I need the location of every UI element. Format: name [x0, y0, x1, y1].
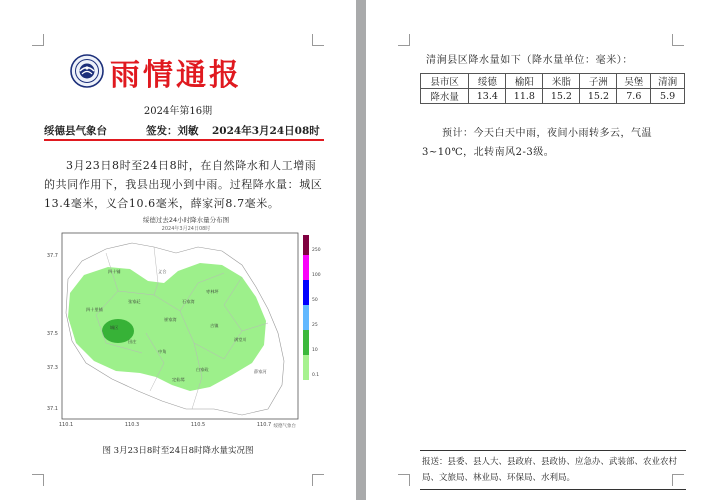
table-header-cell: 米脂 — [543, 74, 580, 89]
lon-tick: 110.5 — [190, 422, 206, 428]
table-cell: 5.9 — [651, 89, 685, 104]
table-cell: 15.2 — [580, 89, 617, 104]
forecast-text: 预计：今天白天中雨，夜间小雨转多云，气温3~10℃，北转南风2-3级。 — [422, 128, 652, 158]
table-cell: 11.8 — [506, 89, 543, 104]
rainfall-table-intro: 清涧县区降水量如下（降水量单位：毫米）： — [426, 55, 633, 66]
footer-rule — [420, 489, 686, 490]
table-row — [421, 89, 685, 104]
table-header-cell: 清涧 — [651, 74, 685, 89]
crop-mark — [312, 34, 324, 46]
issue-datetime: 2024年3月24日08时 — [212, 125, 320, 137]
place-label: 崔家湾 — [164, 317, 177, 322]
bulletin-title: 雨情通报 — [110, 58, 242, 93]
table-header-cell: 榆阳 — [506, 74, 543, 89]
crop-mark — [672, 34, 684, 46]
place-label: 四十里铺 — [86, 307, 103, 312]
legend-value: 0.1 — [312, 373, 320, 378]
map-caption: 图 3月23日8时至24日8时降水量实况图 — [102, 446, 254, 456]
place-label: 石家湾 — [182, 299, 195, 304]
table-header-cell: 吴堡 — [617, 74, 651, 89]
crop-mark — [398, 34, 410, 46]
issuer: 绥德县气象台 — [44, 125, 107, 137]
table-header-cell: 县市区 — [421, 74, 469, 89]
table-cell: 13.4 — [469, 89, 506, 104]
table-row-label: 降水量 — [421, 89, 469, 104]
place-label: 四十铺 — [108, 269, 121, 274]
map-title: 绥德过去24小时降水量分布图 — [142, 216, 230, 224]
place-label: 张家砭 — [128, 299, 141, 304]
lat-tick: 37.3 — [46, 365, 58, 371]
legend-value: 10 — [312, 348, 318, 353]
legend-swatch — [303, 330, 309, 355]
table-header-cell: 绥德 — [469, 74, 506, 89]
lon-tick: 110.7 — [256, 422, 272, 428]
lon-tick: 110.1 — [58, 422, 74, 428]
place-label: 城区 — [110, 325, 119, 330]
legend-value: 100 — [312, 273, 321, 278]
legend-swatch — [303, 355, 309, 380]
map-legend — [303, 235, 321, 380]
crop-mark — [398, 474, 410, 486]
place-label: 中角 — [158, 349, 167, 354]
table-header-row — [421, 74, 685, 89]
lon-tick: 110.3 — [124, 422, 140, 428]
map-subtitle: 2024年3月24日08时 — [161, 226, 211, 232]
lat-tick: 37.5 — [46, 331, 58, 337]
place-label: 吉镇 — [210, 323, 219, 328]
rainfall-table — [420, 73, 685, 104]
red-divider — [44, 139, 324, 141]
document-page-left — [0, 0, 356, 500]
table-cell: 15.2 — [543, 89, 580, 104]
meteorological-emblem-icon — [70, 54, 104, 88]
legend-value: 50 — [312, 298, 318, 303]
signer: 签发：刘敏 — [146, 125, 199, 137]
legend-swatch — [303, 280, 309, 305]
table-cell: 7.6 — [617, 89, 651, 104]
table-header-cell: 子洲 — [580, 74, 617, 89]
crop-mark — [32, 474, 44, 486]
place-label: 薛家河 — [254, 369, 267, 374]
distribution-list: 报送：县委、县人大、县政府、县政协、应急办、武装部、农业农村局、文旅局、林业局、环保局、水利局。 — [422, 457, 678, 483]
lat-tick: 37.7 — [46, 253, 58, 259]
crop-mark — [32, 34, 44, 46]
place-label: 田庄 — [128, 339, 137, 344]
lat-tick: 37.1 — [46, 406, 58, 412]
place-label: 定仙墕 — [172, 377, 185, 382]
map-credit: 绥德气象台 — [273, 424, 296, 429]
issue-number: 2024年第16期 — [143, 106, 213, 117]
place-label: 白家硷 — [196, 367, 209, 372]
legend-value: 25 — [312, 323, 318, 328]
place-label: 枣林坪 — [206, 289, 219, 294]
rainfall-map — [46, 213, 326, 431]
footer-rule — [420, 450, 686, 451]
rainfall-map-figure — [46, 213, 326, 431]
legend-swatch — [303, 235, 309, 255]
legend-swatch — [303, 305, 309, 330]
place-label: 满堂川 — [234, 337, 247, 342]
legend-swatch — [303, 255, 309, 280]
place-label: 义合 — [158, 269, 167, 274]
crop-mark — [312, 474, 324, 486]
legend-value: 250 — [312, 248, 321, 253]
bulletin-body: 3月23日8时至24日8时，在自然降水和人工增雨的共同作用下，我县出现小到中雨。过程降水量：城区13.4毫米，义合10.6毫米，薛家河8.7毫米。 — [44, 159, 323, 210]
